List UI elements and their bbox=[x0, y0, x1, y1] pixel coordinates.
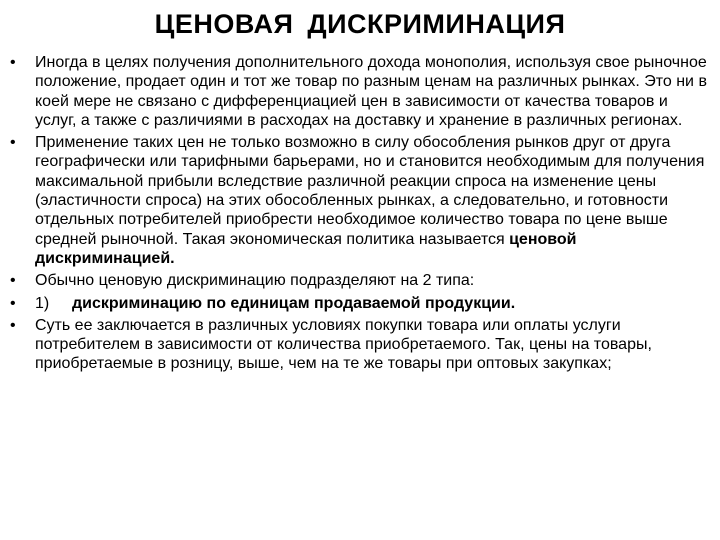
bullet-icon: • bbox=[10, 272, 16, 290]
bullet-text: Применение таких цен не только возможно в силу обособления рынков друг от друга географически или тарифными барьерами, но и становится необходимым для получения максимальной прибыли вследствие различной реакции спроса на изменение цены (эластичности спроса) на этих обособленных рынках, а следовательно, и готовности отдельных потребителей приобрести необходимое количество товара по цене выше средней рыночной. Такая экономическая политика называется bbox=[35, 134, 705, 248]
bullet-bold-term: ценовой дискриминацией. bbox=[35, 230, 577, 267]
bullet-text: Обычно ценовую дискриминацию подразделяют на 2 типа: bbox=[35, 272, 475, 290]
slide-title: ЦЕНОВАЯ ДИСКРИМИНАЦИЯ bbox=[154, 9, 566, 39]
list-item bbox=[8, 271, 712, 290]
list-item bbox=[8, 53, 712, 130]
bullet-icon: • bbox=[10, 294, 16, 312]
list-item bbox=[8, 294, 712, 313]
item-number: 1) bbox=[35, 294, 50, 312]
bullet-list bbox=[8, 53, 712, 377]
bullet-text: Суть ее заключается в различных условиях покупки товара или оплаты услуги потребителем в зависимости от количества приобретаемого. Так, цены на товары, приобретаемые в розницу, выше, чем на те же товары при оптовых закупках; bbox=[35, 316, 652, 373]
list-item bbox=[8, 316, 712, 374]
bullet-icon: • bbox=[10, 134, 16, 152]
bullet-bold-term: дискриминацию по единицам продаваемой продукции. bbox=[72, 294, 516, 312]
bullet-icon: • bbox=[10, 316, 16, 334]
bullet-text: Иногда в целях получения дополнительного дохода монополия, используя свое рыночное положение, продает один и тот же товар по разным ценам на различных рынках. Это ни в коей мере не связано с дифференциацией цен в зависимости от качества товаров и услуг, а также с различиями в расходах на доставку и хранение в различных регионах. bbox=[35, 54, 707, 129]
bullet-icon: • bbox=[10, 54, 16, 71]
list-item bbox=[8, 133, 712, 268]
